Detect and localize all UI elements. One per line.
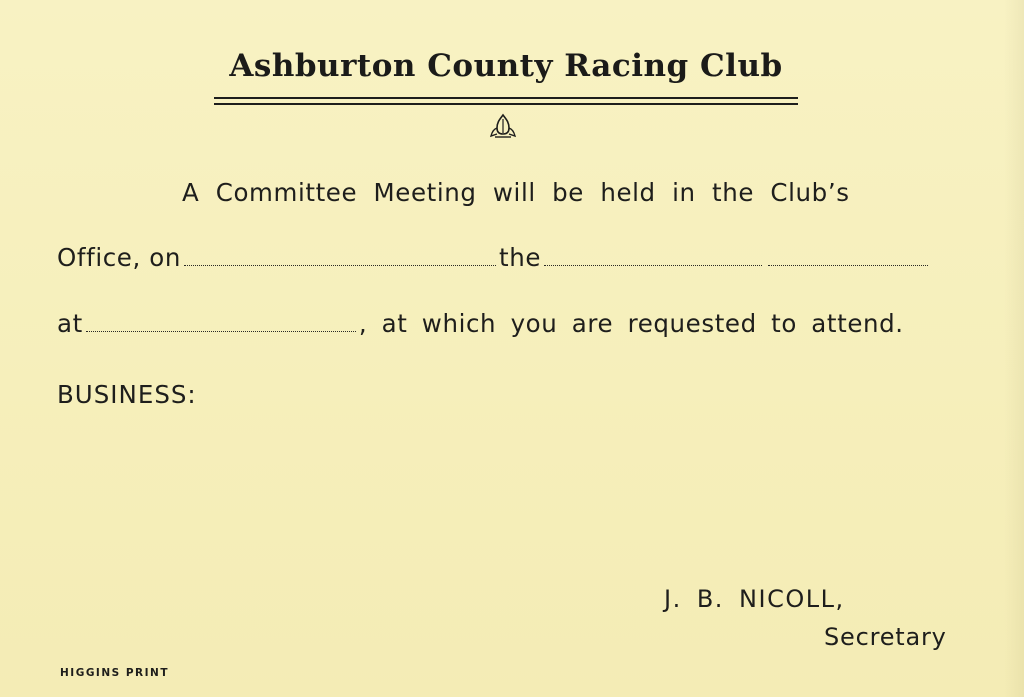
attend-request-text: , at which you are requested to attend.: [358, 309, 904, 338]
time-line: [57, 309, 904, 338]
date-fill-in-blank[interactable]: [544, 264, 762, 266]
bell-flower-ornament-icon: [489, 113, 517, 139]
title-rule-upper: [214, 97, 798, 99]
title-rule-lower: [214, 103, 798, 105]
signatory-name: J. B. NICOLL,: [664, 585, 845, 613]
office-date-line: [57, 243, 931, 272]
business-label: BUSINESS:: [57, 380, 197, 409]
meeting-announcement: A Committee Meeting will be held in the Club’s: [182, 178, 850, 207]
office-on-label: Office, on: [57, 243, 181, 272]
printer-imprint: HIGGINS PRINT: [60, 667, 169, 679]
day-fill-in-blank[interactable]: [184, 264, 496, 266]
signatory-title: Secretary: [824, 623, 947, 651]
the-label: the: [498, 243, 541, 272]
at-label: at: [57, 309, 83, 338]
club-title: Ashburton County Racing Club: [229, 48, 783, 84]
month-fill-in-blank[interactable]: [768, 264, 928, 266]
time-fill-in-blank[interactable]: [86, 330, 356, 332]
